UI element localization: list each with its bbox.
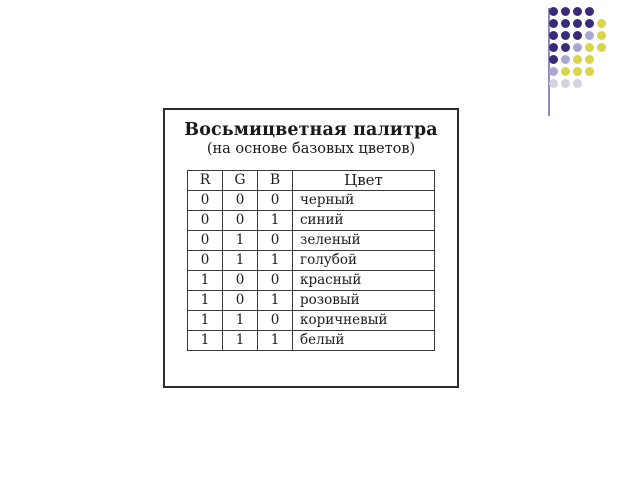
- table-row: [188, 310, 435, 330]
- logo-dot: [549, 7, 558, 16]
- logo-dot: [585, 79, 594, 88]
- logo-dot: [597, 7, 606, 16]
- cell-color-name: красный: [293, 270, 435, 290]
- table-body: [188, 190, 435, 350]
- cell-r: 1: [188, 310, 223, 330]
- cell-color-name: черный: [293, 190, 435, 210]
- cell-g: 1: [223, 230, 258, 250]
- logo-dot: [597, 55, 606, 64]
- logo-dot: [561, 19, 570, 28]
- logo-dot: [585, 7, 594, 16]
- table-row: [188, 270, 435, 290]
- slide-title-block: [165, 120, 457, 159]
- cell-g: 1: [223, 250, 258, 270]
- cell-color-name: коричневый: [293, 310, 435, 330]
- cell-r: 0: [188, 230, 223, 250]
- logo-dot: [561, 7, 570, 16]
- color-palette-table: [187, 170, 435, 351]
- logo-dot: [597, 79, 606, 88]
- cell-color-name: белый: [293, 330, 435, 350]
- cell-b: 1: [258, 210, 293, 230]
- logo-dot: [585, 67, 594, 76]
- cell-color-name: зеленый: [293, 230, 435, 250]
- cell-b: 0: [258, 310, 293, 330]
- column-header-b: B: [258, 170, 293, 190]
- logo-dot: [585, 55, 594, 64]
- logo-dot: [561, 55, 570, 64]
- logo-dot: [585, 19, 594, 28]
- logo-dot: [561, 67, 570, 76]
- logo-dot: [585, 43, 594, 52]
- logo-dot: [573, 19, 582, 28]
- cell-g: 1: [223, 330, 258, 350]
- cell-g: 0: [223, 270, 258, 290]
- logo-dot: [549, 67, 558, 76]
- cell-color-name: розовый: [293, 290, 435, 310]
- logo-dot: [561, 79, 570, 88]
- logo-dot: [597, 43, 606, 52]
- cell-r: 0: [188, 210, 223, 230]
- column-header-r: R: [188, 170, 223, 190]
- cell-color-name: синий: [293, 210, 435, 230]
- logo-dot: [597, 31, 606, 40]
- logo-dot: [549, 79, 558, 88]
- cell-b: 0: [258, 190, 293, 210]
- logo-dot: [597, 67, 606, 76]
- logo-dot: [573, 7, 582, 16]
- cell-r: 1: [188, 290, 223, 310]
- table-row: [188, 210, 435, 230]
- table-row: [188, 230, 435, 250]
- cell-b: 1: [258, 330, 293, 350]
- logo-dot: [597, 19, 606, 28]
- column-header-color: Цвет: [293, 170, 435, 190]
- cell-r: 0: [188, 250, 223, 270]
- logo-dot: [573, 55, 582, 64]
- logo-dot: [549, 31, 558, 40]
- cell-g: 1: [223, 310, 258, 330]
- table-row: [188, 290, 435, 310]
- cell-b: 0: [258, 270, 293, 290]
- logo-dot-grid: [548, 6, 608, 90]
- page-subtitle: (на основе базовых цветов): [206, 141, 416, 158]
- cell-b: 0: [258, 230, 293, 250]
- logo-dot: [561, 31, 570, 40]
- cell-b: 1: [258, 250, 293, 270]
- table-row: [188, 190, 435, 210]
- logo-dot: [561, 43, 570, 52]
- column-header-g: G: [223, 170, 258, 190]
- cell-r: 1: [188, 330, 223, 350]
- cell-r: 1: [188, 270, 223, 290]
- table-row: [188, 330, 435, 350]
- logo-dot: [573, 79, 582, 88]
- logo-dot: [573, 31, 582, 40]
- logo-dot: [549, 55, 558, 64]
- cell-g: 0: [223, 210, 258, 230]
- logo-dot: [573, 67, 582, 76]
- logo-dot: [585, 31, 594, 40]
- cell-r: 0: [188, 190, 223, 210]
- table-row: [188, 250, 435, 270]
- cell-color-name: голубой: [293, 250, 435, 270]
- table-header-row: [188, 170, 435, 190]
- cell-g: 0: [223, 290, 258, 310]
- logo-dot: [549, 43, 558, 52]
- logo-dot: [549, 19, 558, 28]
- logo-dot: [573, 43, 582, 52]
- slide-image: [163, 108, 459, 388]
- cell-g: 0: [223, 190, 258, 210]
- cell-b: 1: [258, 290, 293, 310]
- decorative-logo: [548, 6, 620, 118]
- page-title: Восьмицветная палитра: [184, 120, 438, 140]
